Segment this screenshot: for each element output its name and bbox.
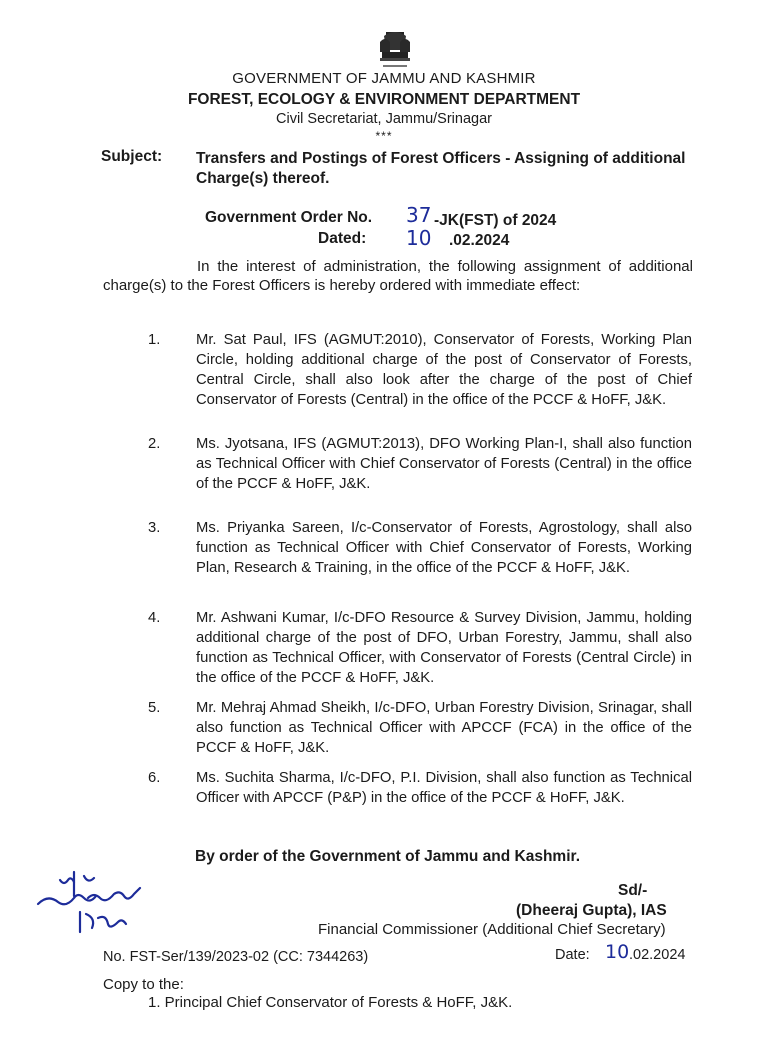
item-number: 6. bbox=[148, 770, 161, 786]
item-text: Ms. Jyotsana, IFS (AGMUT:2013), DFO Working Plan-I, shall also function as Technical Officer with Chief Conservator of Forests (Central) in the office of the PCCF & HoFF, J&K. bbox=[196, 436, 692, 492]
item-number: 2. bbox=[148, 436, 161, 452]
dated-label: Dated: bbox=[318, 230, 367, 247]
item-number: 3. bbox=[148, 520, 161, 536]
header-address: Civil Secretariat, Jammu/Srinagar bbox=[276, 111, 492, 127]
order-number-handwritten: 37 bbox=[406, 203, 432, 227]
copy-to-item: 1. Principal Chief Conservator of Forests & HoFF, J&K. bbox=[148, 994, 513, 1011]
item-text: Mr. Mehraj Ahmad Sheikh, I/c-DFO, Urban Forestry Division, Srinagar, shall also function as Technical Officer with APCCF (FCA) in the office of the PCCF & HoFF, J&K. bbox=[196, 700, 692, 756]
subject-label: Subject: bbox=[101, 148, 163, 165]
signer-name: (Dheeraj Gupta), IAS bbox=[516, 902, 667, 919]
signed-mark: Sd/- bbox=[618, 882, 648, 899]
subject-text: Transfers and Postings of Forest Officers - Assigning of additional Charge(s) thereof. bbox=[196, 150, 686, 187]
item-text: Ms. Suchita Sharma, I/c-DFO, P.I. Division, shall also function as Technical Officer with APCCF (P&P) in the office of the PCCF & HoFF, J&K. bbox=[196, 770, 692, 806]
dated-rest: .02.2024 bbox=[449, 232, 510, 249]
handwritten-signature-icon bbox=[30, 862, 170, 942]
order-number-suffix: -JK(FST) of 2024 bbox=[434, 212, 557, 229]
header-separator: *** bbox=[375, 129, 393, 143]
copy-to-label: Copy to the: bbox=[103, 976, 184, 993]
dated-day-handwritten: 10 bbox=[406, 226, 432, 250]
item-number: 5. bbox=[148, 700, 161, 716]
item-text: Mr. Sat Paul, IFS (AGMUT:2010), Conservator of Forests, Working Plan Circle, holding additional charge of the post of Conservator of Forests, Central Circle, shall also look after the charge of the post of Chief Conservator of Forests (Central) in the office of the PCCF & HoFF, J&K. bbox=[196, 332, 692, 408]
reference-date-label: Date: bbox=[555, 947, 590, 963]
national-emblem-icon bbox=[370, 28, 420, 74]
item-number: 4. bbox=[148, 610, 161, 626]
reference-date-rest: .02.2024 bbox=[629, 947, 686, 963]
signer-designation: Financial Commissioner (Additional Chief Secretary) bbox=[318, 921, 666, 938]
item-number: 1. bbox=[148, 332, 161, 348]
item-text: Mr. Ashwani Kumar, I/c-DFO Resource & Survey Division, Jammu, holding additional charge of the post of DFO, Urban Forestry, Jammu, shall also function as Technical Officer, with Conservator of Forests (Central Circle) in the office of the PCCF & HoFF, J&K. bbox=[196, 610, 692, 686]
reference-date-day-handwritten: 10 bbox=[605, 941, 630, 963]
header-government: GOVERNMENT OF JAMMU AND KASHMIR bbox=[232, 70, 536, 87]
order-number-label: Government Order No. bbox=[205, 209, 373, 226]
item-text: Ms. Priyanka Sareen, I/c-Conservator of Forests, Agrostology, shall also function as Technical Officer with Chief Conservator of Forests, Working Plan, Research & Training, in the office of the PCCF & HoFF, J&K. bbox=[196, 520, 692, 576]
header-department: FOREST, ECOLOGY & ENVIRONMENT DEPARTMENT bbox=[187, 91, 581, 108]
by-order-line: By order of the Government of Jammu and Kashmir. bbox=[195, 848, 580, 865]
reference-number: No. FST-Ser/139/2023-02 (CC: 7344263) bbox=[103, 949, 369, 965]
intro-paragraph: In the interest of administration, the following assignment of additional charge(s) to the Forest Officers is hereby ordered with immediate effect: bbox=[103, 258, 693, 294]
